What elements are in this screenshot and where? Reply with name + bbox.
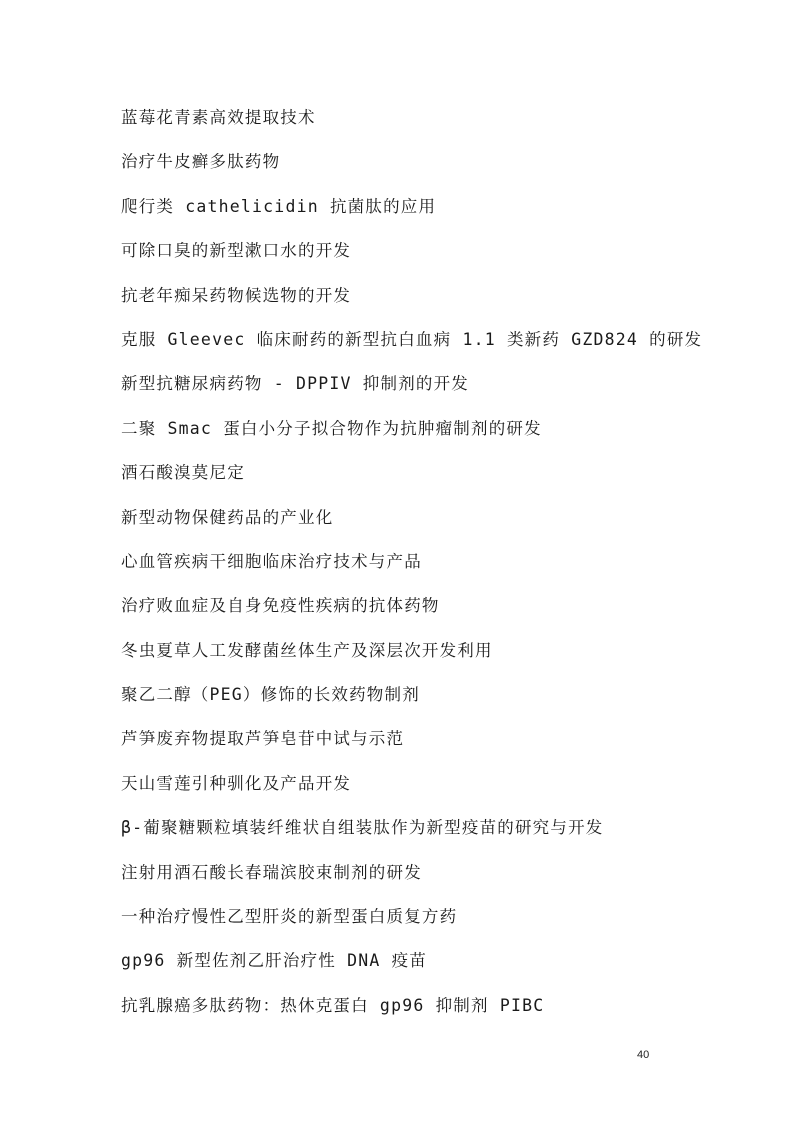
list-item: 注射用酒石酸长春瑞滨胶束制剂的研发	[121, 862, 422, 882]
list-item: 新型动物保健药品的产业化	[121, 507, 334, 527]
list-item: 聚乙二醇（PEG）修饰的长效药物制剂	[121, 685, 420, 705]
list-item: 酒石酸溴莫尼定	[121, 463, 245, 483]
list-item: gp96 新型佐剂乙肝治疗性 DNA 疫苗	[121, 951, 428, 971]
list-item: 可除口臭的新型漱口水的开发	[121, 241, 352, 261]
project-list	[121, 103, 702, 1035]
page-number: 40	[637, 1049, 650, 1061]
list-item: 抗老年痴呆药物候选物的开发	[121, 285, 352, 305]
list-item: 二聚 Smac 蛋白小分子拟合物作为抗肿瘤制剂的研发	[121, 418, 542, 438]
list-item: 冬虫夏草人工发酵菌丝体生产及深层次开发利用	[121, 640, 493, 660]
list-item: 天山雪莲引种驯化及产品开发	[121, 773, 352, 793]
list-item: 心血管疾病干细胞临床治疗技术与产品	[121, 551, 422, 571]
list-item: 蓝莓花青素高效提取技术	[121, 108, 316, 127]
list-item: 芦笋废弃物提取芦笋皂苷中试与示范	[121, 729, 405, 749]
list-item: 治疗败血症及自身免疫性疾病的抗体药物	[121, 596, 440, 616]
list-item: 爬行类 cathelicidin 抗菌肽的应用	[121, 196, 437, 216]
list-item: 一种治疗慢性乙型肝炎的新型蛋白质复方药	[121, 907, 458, 927]
list-item: 抗乳腺癌多肽药物：热休克蛋白 gp96 抑制剂 PIBC	[121, 995, 545, 1015]
list-item: β-葡聚糖颗粒填装纤维状自组装肽作为新型疫苗的研究与开发	[121, 818, 604, 838]
list-item: 克服 Gleevec 临床耐药的新型抗白血病 1.1 类新药 GZD824 的研发	[121, 329, 703, 349]
list-item: 治疗牛皮癣多肽药物	[121, 152, 281, 172]
list-item: 新型抗糖尿病药物 - DPPIV 抑制剂的开发	[121, 374, 470, 394]
